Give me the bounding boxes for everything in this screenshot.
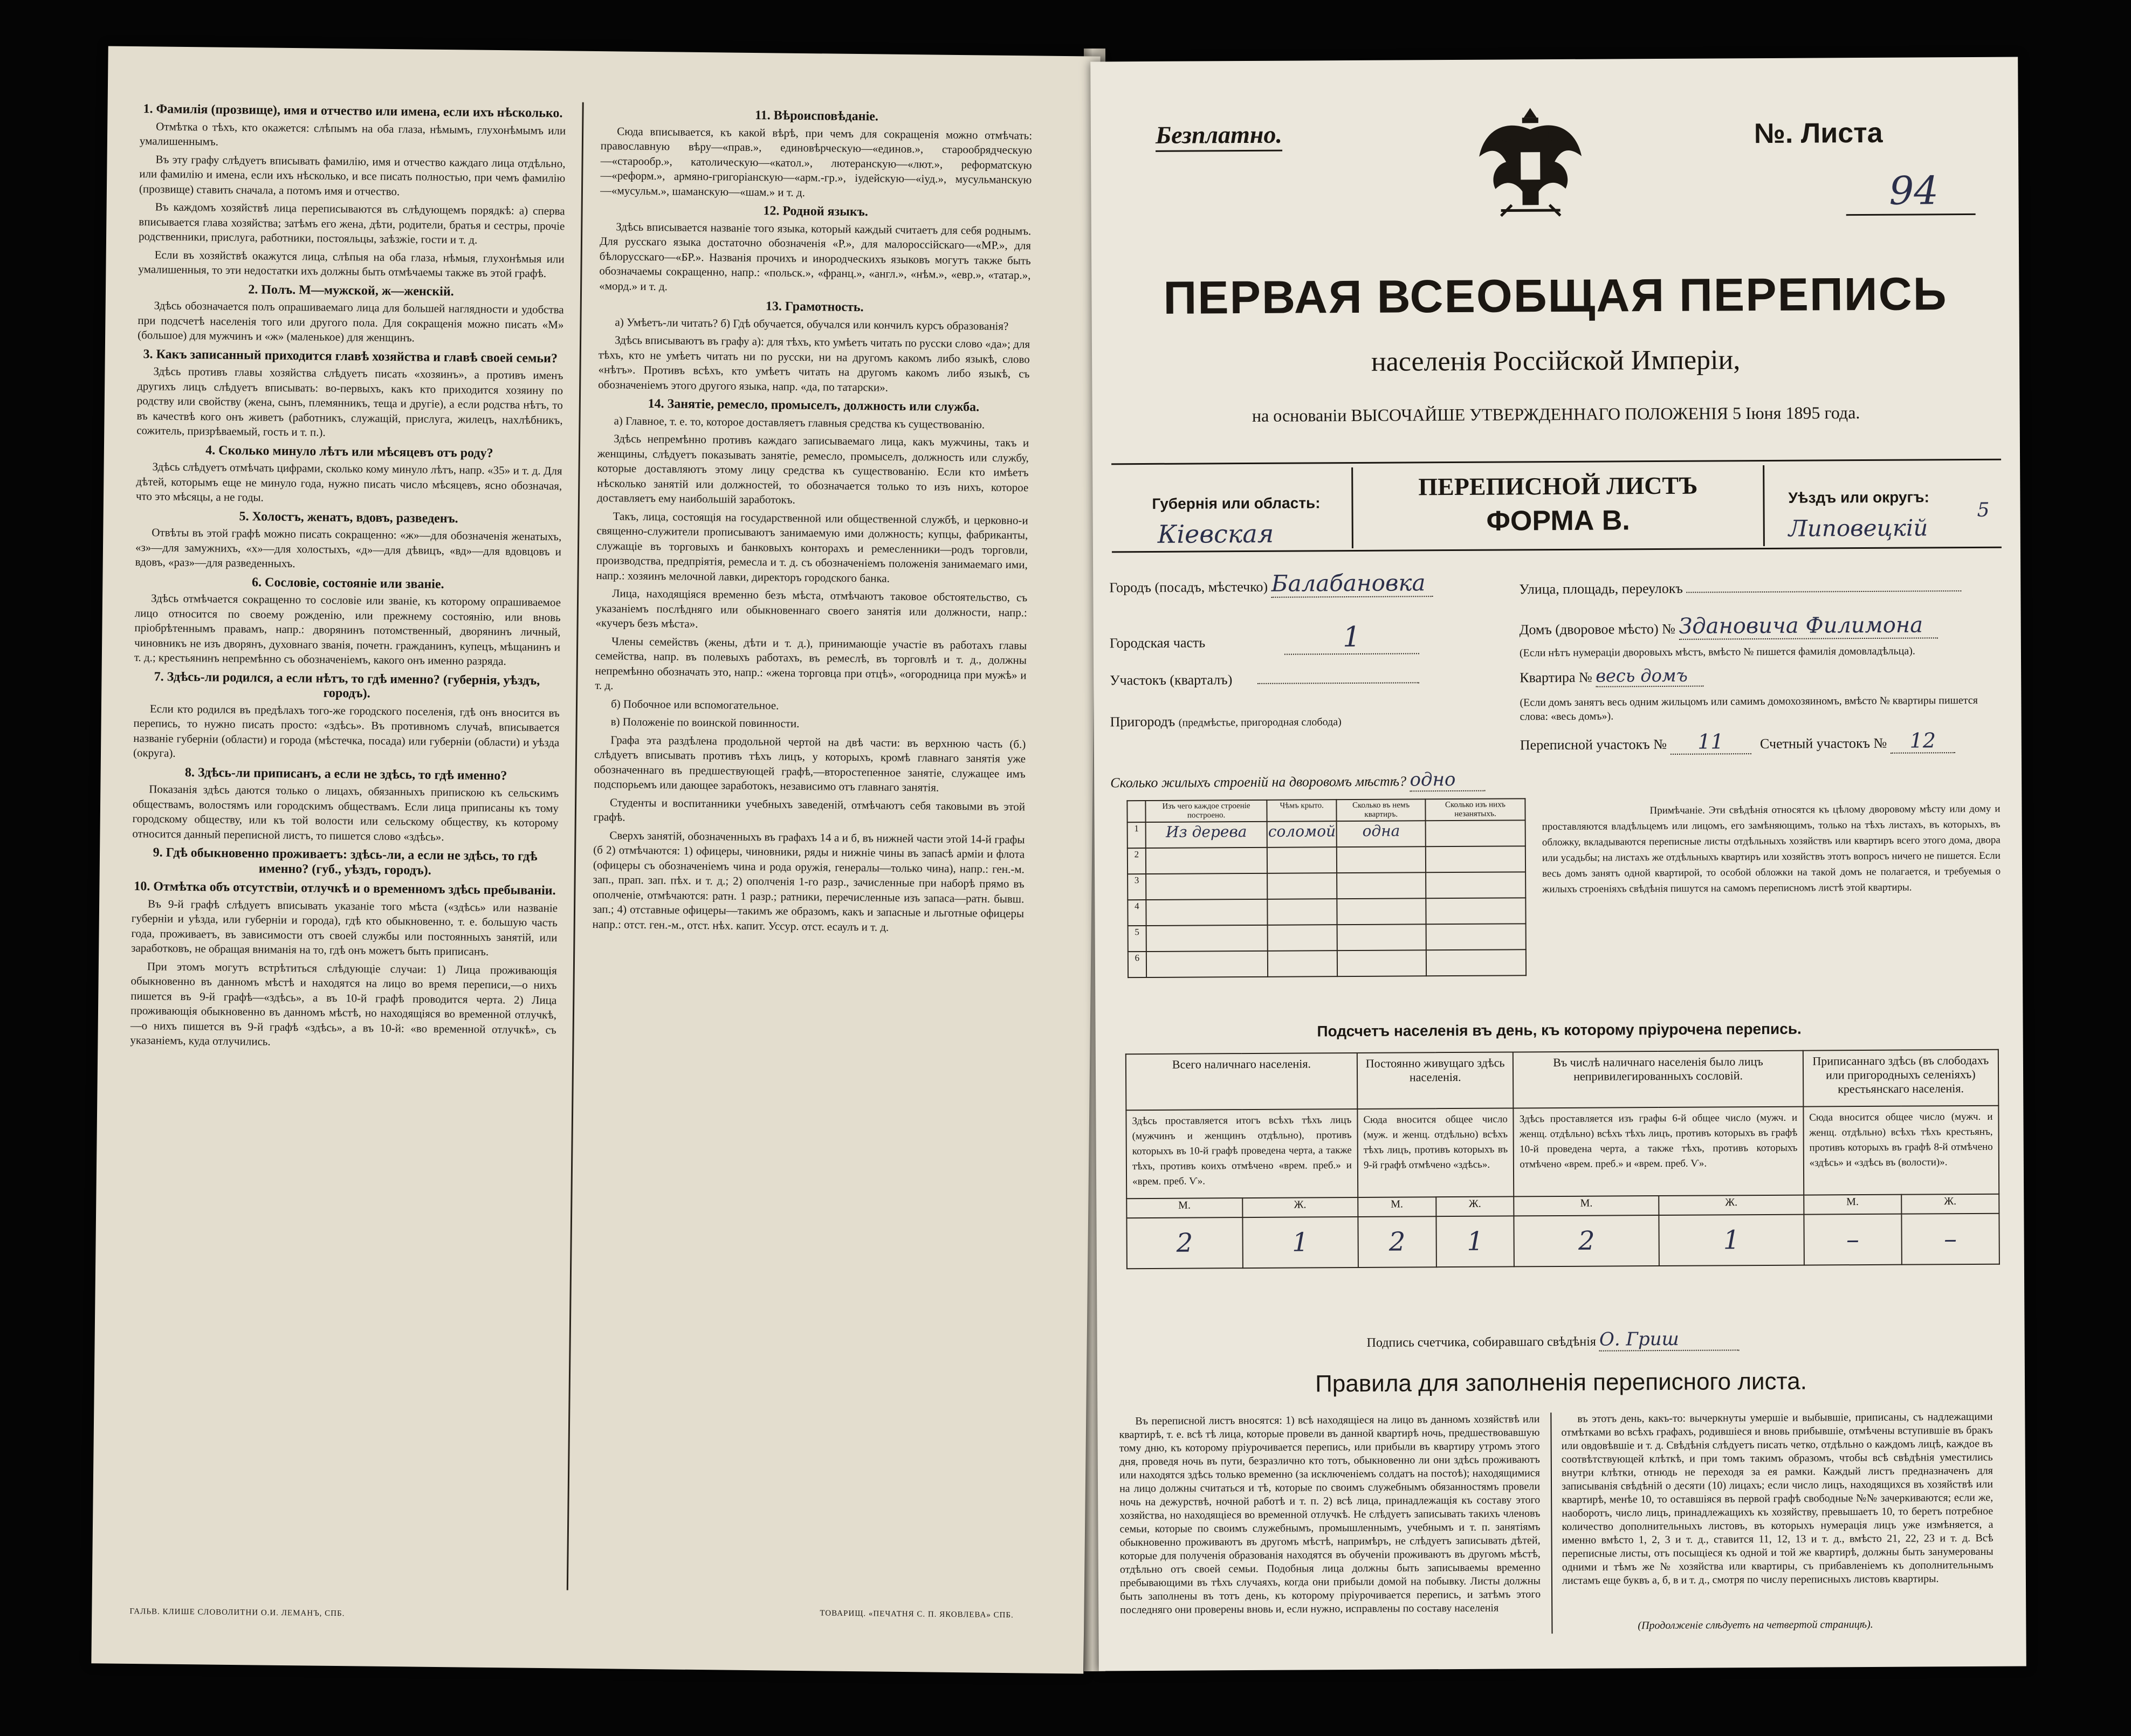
buildings-question xyxy=(1110,769,1486,794)
buildings-cell[interactable] xyxy=(1268,950,1338,977)
buildings-column-header: Изъ чего каждое строеніе построено. xyxy=(1145,800,1267,822)
female-count[interactable]: – xyxy=(1901,1214,1999,1265)
female-count[interactable]: 1 xyxy=(1659,1215,1804,1266)
buildings-table-header xyxy=(1127,798,1525,822)
count-column-header: Въ числѣ наличнаго населенія было лицъ непривилегированныхъ сословій. xyxy=(1513,1051,1803,1108)
paragraph: а) Умѣетъ-ли читать? б) Гдѣ обучается, обучался или кончилъ курсъ образованія? xyxy=(615,315,1009,333)
street-label: Улица, площадь, переулокъ xyxy=(1519,580,1683,597)
population-count-title: Подсчетъ населенія въ день, къ которому пріурочена перепись. xyxy=(1317,1020,1802,1040)
section-heading: 4. Сколько минуло лѣтъ или мѣсяцевъ отъ роду? xyxy=(205,443,493,460)
paragraph: При этомъ могутъ встрѣтиться слѣдующіе случаи: 1) Лица проживающія обыкновенно въ данномъ мѣстѣ и находятся на лицо во время переписи,—о нихъ пишется въ 9-й графѣ—«здѣсь», а въ 10-й графѣ проводится черта. 2) Лица проживающія обыкновенно въ данномъ мѣстѣ, но находящіяся во временной отлучкѣ,—о нихъ пишется въ 9-й графѣ «здѣсь», а въ 10-й: «во временной отлучкѣ», съ указаніемъ, куда отлучились. xyxy=(130,959,557,1048)
left-page xyxy=(91,46,1100,1673)
buildings-cell[interactable] xyxy=(1337,924,1426,950)
apartment-label: Квартира № xyxy=(1520,669,1592,686)
paragraph: Такъ, лица, состоящія на государственной или общественной службѣ, и церковно-и священно-служители прописываютъ занимаемую ими должность; купцы, фабриканты, служащіе въ торговыхъ и банковыхъ конторахъ и ремесленники—родъ торговли, производства, предпріятія, ремесла и т. д. съ обозначеніемъ положенія занимаемаго ими, напр.: хозяинъ мелочной лавки, директоръ городского банка. xyxy=(596,509,1028,585)
city-value[interactable]: Балабановка xyxy=(1271,569,1433,598)
buildings-cell[interactable] xyxy=(1426,872,1525,898)
buildings-cell[interactable]: одна xyxy=(1337,821,1426,847)
female-count[interactable]: 1 xyxy=(1436,1216,1514,1267)
paragraph: Если кто родился въ предѣлахъ того-же городского поселенія, гдѣ онъ вносится въ перепись, то нужно писать просто: «здѣсь». Въ противномъ случаѣ, вписывается названіе губерніи (области) и города (мѣстечка, посада) или губерніи (области) и уѣзда (округа). xyxy=(133,701,560,760)
rules-column-divider xyxy=(1550,1413,1552,1634)
quarter-label: Участокъ (кварталъ) xyxy=(1110,672,1233,688)
buildings-cell[interactable] xyxy=(1146,848,1267,874)
buildings-cell[interactable] xyxy=(1426,949,1526,976)
paragraph: Здѣсь обозначается полъ опрашиваемаго лица для большей наглядности и удобства при подсчетѣ населенія того или другого пола. Для сокращенія можно писать «М» (большое) для мужчинъ и «ж» (маленькое) для женщинъ. xyxy=(138,299,564,345)
count-column-description: Сюда вносится общее число (муж. и женщ. отдѣльно) всѣхъ тѣхъ лицъ, противъ которыхъ въ 9-й графѣ отмѣчено «здѣсь». xyxy=(1357,1108,1514,1197)
male-label: М. xyxy=(1514,1196,1659,1216)
population-count-table xyxy=(1125,1049,2000,1269)
buildings-note: Примѣчаніе. Эти свѣдѣнія относятся къ цѣлому дворовому мѣсту или дому и проставляются владѣльцемъ или лицомъ, его замѣняющимъ, только на тѣхъ листахъ, въ которыхъ, въ обложку, вкладываются переписные листы отдѣльныхъ хозяйствъ или квартиръ всего этого дома, двора или усадьбы; на листахъ же отдѣльныхъ квартиръ или хозяйствъ этотъ вопросъ ничего не пишется. Если весь домъ занятъ одной квартирой, то особой обложки на такой домъ не полагается, и требуемыя о жилыхъ строеніяхъ свѣдѣнія пишутся на самомъ переписномъ листѣ этой квартиры. xyxy=(1542,803,2001,895)
buildings-table xyxy=(1126,798,1527,978)
form-title-line-1: ПЕРЕПИСНОЙ ЛИСТЪ xyxy=(1418,471,1698,501)
male-count[interactable]: – xyxy=(1804,1214,1902,1265)
province-value: Кіевская xyxy=(1157,519,1274,549)
paragraph: Въ 9-й графѣ слѣдуетъ вписывать указаніе того мѣста («здѣсь» или названіе губерніи и уѣзда, или губерніи и города), гдѣ кто обыкновенно, т. е. большую часть года, проживаетъ, въ зависимости отъ своей службы или постоянныхъ занятій, или заработковъ, не обращая вниманія на то, гдѣ онъ можетъ быть приписанъ. xyxy=(131,897,558,958)
house-note: (Если нѣтъ нумераціи дворовыхъ мѣстъ, вмѣсто № пишется фамилія домовладѣльца). xyxy=(1519,645,1915,659)
quarter-field xyxy=(1110,669,1419,688)
count-table-descriptions xyxy=(1126,1106,1999,1198)
sheet-number-value: 94 xyxy=(1889,168,1939,213)
buildings-value[interactable]: одно xyxy=(1410,769,1485,792)
female-label: Ж. xyxy=(1242,1197,1358,1217)
rules-column-1: Въ переписной листъ вносятся: 1) всѣ находящіеся на лицо въ данномъ хозяйствѣ или квартирѣ, т. е. всѣ тѣ лица, которые провели въ данной квартирѣ ночь, предшествовавшую тому дню, къ которому пріурочивается перепись, или прибыли въ квартиру утромъ этого дня, проведя ночь въ пути, безразлично кто тотъ, обыкновенно ли они здѣсь проживаютъ или находятся здѣсь только временно (за исключеніемъ солдатъ на постоѣ); находящимися на лицо должны считаться и тѣ, которые по своимъ служебнымъ обязанностямъ провели ночь на дежурствѣ, ночной работѣ и т. п. 2) всѣ лица, принадлежащія къ составу этого хозяйства, но находящіеся во временной отлучкѣ. Не слѣдуетъ записывать такихъ членовъ семьи, которые по своимъ служебнымъ, промышленнымъ, учебнымъ и т. п. занятіямъ обыкновенно проживаютъ въ другомъ мѣстѣ, напримѣръ, не слѣдуетъ записывать дѣтей, которые для полученія образованія находятся въ обученіи проживаютъ въ другомъ мѣстѣ, отдѣльно отъ своей семьи. Подобныя лица должны быть записываемы временно пребывающими въ тѣхъ случаяхъ, когда они прибыли домой на побывку. Листы должны быть заполнены въ тотъ день, къ которому пріурочивается перепись, и затѣмъ этого последняго они проверены вновь и, если нужно, исправлены по составу населенія xyxy=(1119,1413,1541,1616)
row-number: 1 xyxy=(1128,822,1146,848)
section-heading: 14. Занятіе, ремесло, промыселъ, должность или служба. xyxy=(648,396,980,415)
section-heading: 8. Здѣсь-ли приписанъ, а если не здѣсь, то гдѣ именно? xyxy=(184,765,507,783)
signature-value[interactable]: О. Гриш xyxy=(1599,1328,1740,1351)
section-heading: 6. Сословіе, состояніе или званіе. xyxy=(251,575,444,591)
suburb-note: (предмѣстье, пригородная слобода) xyxy=(1178,716,1342,729)
row-number-header xyxy=(1127,801,1145,822)
female-label: Ж. xyxy=(1659,1195,1804,1215)
buildings-table-row xyxy=(1128,846,1525,874)
apartment-value[interactable]: весь домъ xyxy=(1596,665,1703,687)
count-column-header: Постоянно живущаго здѣсь населенія. xyxy=(1357,1052,1514,1109)
paragraph: Члены семействъ (жены, дѣти и т. д.), принимающіе участіе въ работахъ главы семейства, напр. въ полевыхъ работахъ, въ ремеслѣ, въ торговлѣ и т. д., должны непремѣнно обозначать это, напр.: «жена торговца при отцѣ», «огородница при мужѣ» и т. д. xyxy=(595,634,1027,692)
buildings-cell[interactable] xyxy=(1426,820,1525,846)
male-count[interactable]: 2 xyxy=(1126,1217,1242,1269)
city-field xyxy=(1109,569,1433,598)
buildings-cell[interactable] xyxy=(1337,846,1426,873)
count-column-header: Приписаннаго здѣсь (въ слободахъ или пригородныхъ селеніяхъ) крестьянскаго населенія. xyxy=(1803,1050,1999,1107)
buildings-cell[interactable] xyxy=(1268,925,1338,951)
count-column-description: Здѣсь проставляется изъ графы 6-й общее число (мужч. и женщ. отдѣльно) всѣхъ тѣхъ лицъ, противъ которыхъ въ графѣ 10-й проведена черта, а также тѣхъ, противъ которыхъ отмѣчено «врем. преб.» и «врем. преб. Ѵ». xyxy=(1514,1107,1804,1197)
row-number: 6 xyxy=(1128,952,1146,977)
city-part-value[interactable]: 1 xyxy=(1284,621,1419,655)
census-district-label: Переписной участокъ № xyxy=(1520,736,1667,753)
district-label: Уѣздъ или округъ: xyxy=(1788,488,1929,506)
sheet-number-line xyxy=(1846,213,1976,216)
district-extra: 5 xyxy=(1977,499,1990,521)
buildings-table-row xyxy=(1128,872,1525,900)
buildings-table-row xyxy=(1128,820,1525,848)
male-count[interactable]: 2 xyxy=(1358,1216,1436,1267)
buildings-cell[interactable] xyxy=(1267,873,1337,899)
paragraph: Здѣсь вписываютъ въ графу а): для тѣхъ, кто умѣетъ читать по русски слово «да»; для тѣхъ, кто не умѣетъ читать ни по русски, ни на другомъ какомъ либо языкѣ, слово «нѣтъ». Противъ всѣхъ, кто умѣетъ читать на другомъ какомъ либо языкѣ, съ обозначеніемъ этого другого языка, напр. «да, по татарски». xyxy=(598,333,1030,394)
buildings-column-header: Чѣмъ крыто. xyxy=(1267,800,1337,822)
female-label: Ж. xyxy=(1436,1196,1514,1216)
paragraph: Здѣсь вписывается названіе того языка, который каждый считаетъ для себя роднымъ. Для русскаго языка достаточно обозначенія «Р.», для малороссійскаго—«МР.», для бѣлорусскаго—«БР.». Названія прочихъ и инородческихъ языковъ могутъ также быть обозначаемы сокращенно, напр.: «польск.», «франц.», «англ.», «нѣм.», «евр.», «татар.», «морд.» и т. д. xyxy=(599,219,1032,293)
count-table-values xyxy=(1126,1214,1999,1269)
counting-district-value[interactable]: 12 xyxy=(1891,728,1955,754)
male-count[interactable]: 2 xyxy=(1514,1215,1659,1266)
printer-credit-right: ТОВАРИЩ. «ПЕЧАТНЯ С. П. ЯКОВЛЕВА» СПБ. xyxy=(820,1609,1014,1620)
census-district-field xyxy=(1520,728,1955,755)
buildings-cell[interactable]: соломой xyxy=(1267,821,1337,848)
buildings-column-header: Сколько въ немъ квартиръ. xyxy=(1337,799,1426,821)
buildings-cell[interactable] xyxy=(1426,846,1525,872)
buildings-cell[interactable] xyxy=(1146,873,1267,900)
double-headed-eagle-emblem-icon xyxy=(1468,97,1593,222)
row-number: 4 xyxy=(1128,900,1146,926)
quarter-input[interactable] xyxy=(1257,669,1419,684)
buildings-cell[interactable]: Из дерева xyxy=(1146,822,1267,848)
paragraph: Здѣсь непремѣнно противъ каждаго записываемаго лица, какъ мужчины, такъ и женщины, слѣдуетъ показывать занятіе, ремесло, промыселъ, должность или службу, которые доставляютъ этому лицу средства къ существованію. Если кто имѣетъ нѣсколько занятій или должностей, то обозначается только то изъ нихъ, которое доставляетъ ему наибольшій заработокъ. xyxy=(596,432,1029,506)
buildings-cell[interactable] xyxy=(1267,847,1337,873)
form-title-line-2: ФОРМА В. xyxy=(1486,505,1630,537)
paragraph: Показанія здѣсь даются только о лицахъ, обязанныхъ припискою къ сельскимъ обществамъ, волостямъ или городскимъ обществамъ. Если лица приписаны къ тому городскому обществу, или къ той волости или сельскому обществу, къ которому относится данный переписной листъ, то пишется слово «здѣсь». xyxy=(132,782,559,843)
buildings-label: Сколько жилыхъ строеній на дворовомъ мѣстѣ? xyxy=(1110,773,1407,791)
section-heading: 3. Какъ записанный приходится главѣ хозяйства и главѣ своей семьи? xyxy=(143,347,558,366)
paragraph: Здѣсь отмѣчается сокращенно то сословіе или званіе, къ которому опрашиваемое лицо относится по своему рожденію, или прежнему состоянію, или вновь пріобрѣтеннымъ правамъ, напр.: дворянинъ потомственный, дворянинъ личный, чиновникъ не изъ дворянъ, духовнаго званія, почетн. гражданинъ, купецъ, мѣщанинъ и т. д.; крестьянинъ непремѣнно съ обозначеніемъ, какого онъ именно разряда. xyxy=(134,591,561,668)
paragraph: Графа эта раздѣлена продольной чертой на двѣ части: въ верхнюю часть (б.) слѣдуетъ вписывать противъ тѣхъ лицъ, у которыхъ, кромѣ главнаго занятія уже обозначеннаго въ предшествующей графѣ,—второстепенное занятіе, служащее имъ подспорьемъ или дающее заработокъ, независимо отъ главнаго занятія. xyxy=(594,733,1026,794)
section-heading: 11. Вѣроисповѣданіе. xyxy=(754,108,878,124)
buildings-cell[interactable] xyxy=(1426,924,1526,950)
city-part-label: Городская часть xyxy=(1109,635,1206,651)
apartment-note: (Если домъ занятъ весь одним жильцомъ или самимъ домохозяиномъ, вмѣсто № квартиры пишется слова: «весь домъ»). xyxy=(1520,694,1978,723)
buildings-cell[interactable] xyxy=(1337,872,1426,899)
count-column-description: Сюда вносится общее число (мужч. и женщ. отдѣльно) всѣхъ тѣхъ крестьянъ, противъ которыхъ въ графѣ 8-й отмѣчено «здѣсь» и «здѣсь въ (волости)». xyxy=(1803,1106,1999,1195)
section-heading: 12. Родной языкъ. xyxy=(763,204,868,219)
column-divider xyxy=(567,102,584,1590)
paragraph: Здѣсь противъ главы хозяйства слѣдуетъ писать «хозяинъ», а противъ именъ другихъ лицъ слѣдуетъ вписывать: во-первыхъ, какъ кто приходится хозяину по родству или свойству (жена, сынъ, племянникъ, теща и другіе), а если родства нѣтъ, то въ качествѣ кого онъ живетъ (работникъ, служащій, прислуга, жилецъ, нахлѣбникъ, сожитель, призрѣваемый, гость и т. п.). xyxy=(136,364,563,439)
female-label: Ж. xyxy=(1901,1194,1999,1214)
row-number: 3 xyxy=(1128,874,1146,900)
buildings-cell[interactable] xyxy=(1146,899,1267,926)
census-district-value[interactable]: 11 xyxy=(1670,729,1751,755)
census-basis: на основаніи ВЫСОЧАЙШЕ УТВЕРЖДЕННАГО ПОЛОЖЕНІЯ 5 Іюня 1895 года. xyxy=(1252,403,1860,425)
paragraph: б) Побочное или вспомогательное. xyxy=(610,697,779,712)
district-value: Липовецкій xyxy=(1788,514,1928,542)
male-label: М. xyxy=(1126,1198,1242,1218)
form-title xyxy=(1351,465,1765,548)
section-heading: 2. Полъ. М—мужской, ж—женскій. xyxy=(248,282,454,299)
paragraph: Здѣсь слѣдуетъ отмѣчать цифрами, сколько кому минуло лѣтъ, напр. «35» и т. д. Для дѣтей, которымъ еще не минуло года, нужно писать число мѣсяцевъ, ясно обозначая, что это мѣсяцы, а не годы. xyxy=(135,460,562,504)
paragraph: Въ каждомъ хозяйствѣ лица переписываются въ слѣдующемъ порядкѣ: а) сперва вписывается глава хозяйства; затѣмъ его жена, дѣти, родители, братья и сестры, прочіе родственники, прислуга, работники, постояльцы, заѣзжіе, гости и т. д. xyxy=(138,200,565,246)
street-field xyxy=(1519,577,1961,597)
rules-column-2: въ этотъ день, какъ-то: вычеркнуты умершіе и выбывшіе, приписаны, съ надлежащими отмѣтками во всѣхъ графахъ, родившіеся и вновь прибывшіе, отмѣчены вступившіе въ бракъ или овдовѣвшіе и т. д. Свѣдѣнія слѣдуетъ писать четко, отдѣльно о каждомъ лицѣ, каждое въ соотвѣтствующей клѣткѣ, и при томъ такимъ образомъ, чтобы всѣ свѣдѣнія уместились внутри клѣтки, отнюдь не переходя за ея рамки. Каждый листъ предназначенъ для записыванія свѣдѣній о десяти (10) лицахъ; если число лицъ, находящихся въ хозяйствѣ или квартирѣ, менѣе 10, то оставшіяся въ первой графѣ свободные №№ зачеркиваются; если же, наоборотъ, число лицъ, принадлежащихъ къ хозяйству, превышаетъ 10, то беретъ потребное количество дополнительныхъ листовъ, въ которыхъ нумерація лицъ уже измѣняется, а именно вмѣсто 1, 2, 3 и т. д., ставится 11, 12, 13 и т. д., вмѣсто 21, 22, 23 и т. д. Всѣ переписные листы, отъ посыщіеся къ одной и той же квартирѣ, должны быть занумерованы одними и тѣмъ же № хозяйства или квартиры, съ прибавленіемъ къ дополнительнымъ листамъ еще буквъ а, б, в и т. д., смотря по числу переписныхъ листовъ квартиры. xyxy=(1561,1410,1993,1587)
census-subtitle: населенія Россійской Имперіи, xyxy=(1371,345,1741,377)
buildings-table-row xyxy=(1128,949,1526,977)
section-heading: 5. Холостъ, женатъ, вдовъ, разведенъ. xyxy=(239,509,458,526)
paragraph: Въ эту графу слѣдуетъ вписывать фамилію, имя и отчество каждаго лица отдѣльно, или фамилію и имена, если ихъ нѣсколько, и все писать полностью, при чемъ фамилію (прозвище) ставить сначала, а потомъ имя и отчество. xyxy=(139,152,566,198)
paragraph: Если въ хозяйствѣ окажутся лица, слѣпыя на оба глаза, нѣмыя, глухонѣмыя или умалишенныя, то эти недостатки ихъ должны быть отмѣчаемы также въ этой графѣ. xyxy=(138,247,565,280)
section-heading: 7. Здѣсь-ли родился, а если нѣтъ, то гдѣ именно? (губернія, уѣздъ, городъ). xyxy=(154,669,540,701)
house-label: Домъ (дворовое мѣсто) № xyxy=(1519,621,1675,638)
free-label: Безплатно. xyxy=(1156,120,1282,152)
male-label: М. xyxy=(1358,1197,1436,1217)
house-value[interactable]: Здановича Филимона xyxy=(1679,612,1937,640)
printer-credit-left: ГАЛЬВ. КЛИШЕ СЛОВОЛИТНИ О.И. ЛЕМАНЪ, СПБ. xyxy=(129,1607,345,1618)
suburb-label: Пригородъ xyxy=(1110,713,1176,730)
count-table-header xyxy=(1126,1050,1999,1110)
buildings-cell[interactable] xyxy=(1146,951,1268,977)
paragraph: Сюда вписывается, къ какой вѣрѣ, при чемъ для сокращенія можно отмѣчать: православную вѣру—«прав.», единовѣрческую—«единов.», старообрядческую—«старообр.», католическую—«катол.», лютеранскую—«лют.», реформатскую—«реформ.», армяно-григоріанскую—«арм.-гр.», іудейскую—«іуд.», мусульманскую—«мусульм.», шаманскую—«шам.» и т. д. xyxy=(600,124,1033,199)
rules-continued: (Продолженіе слѣдуетъ на четвертой страницѣ). xyxy=(1638,1618,1873,1632)
sheet-number-label: №. Листа xyxy=(1754,117,1883,150)
paragraph: Сверхъ занятій, обозначенныхъ въ графахъ 14 а и б, въ нижней части этой 14-й графы (б 2) отмѣчаются: 1) офицеры, чиновники, ряды и нижніе чины въ запасѣ арміи и флота (офицеры съ обозначеніемъ чина и рода оружія, генералы—только чина), напр.: ген.-м. зап., прап. зап. пѣх. и т. д.; 2) ополченія 1-го разр., зачисленные при наборѣ прямо въ ополченіе, отмѣчаются: ратн. 1 разр.; ратники, перечисленные изъ запаса—ратн. бывш. зап.; 4) отставные офицеры—такимъ же образомъ, какъ и запасные и льготные офицеры напр.: отст. ген.-м., отст. нѣх. капит. Уссур. отст. есаулъ и т. д. xyxy=(592,828,1025,934)
street-input[interactable] xyxy=(1686,577,1961,593)
instructions-column-2 xyxy=(586,102,1033,1606)
buildings-table-row xyxy=(1128,898,1525,926)
paragraph: Отвѣты въ этой графѣ можно писать сокращенно: «ж»—для обозначенія женатыхъ, «з»—для замужнихъ, «х»—для холостыхъ, «д»—для дѣвицъ, «вд»—для вдовцовъ и вдовъ, «раз»—для разведенныхъ. xyxy=(135,526,562,570)
paragraph: Отмѣтка о тѣхъ, кто окажется: слѣпымъ на оба глаза, нѣмымъ, глухонѣмымъ или умалишеннымъ. xyxy=(139,119,566,148)
buildings-table-row xyxy=(1128,924,1526,952)
section-heading: 13. Грамотность. xyxy=(765,299,864,315)
buildings-cell[interactable] xyxy=(1146,925,1268,952)
row-number: 2 xyxy=(1128,848,1146,874)
section-heading: 9. Гдѣ обыкновенно проживаетъ: здѣсь-ли, а если не здѣсь, то гдѣ именно? (губ., уѣздъ, городъ). xyxy=(153,845,538,878)
paragraph: в) Положеніе по воинской повинности. xyxy=(610,715,800,730)
city-part-field xyxy=(1110,621,1419,656)
signature-label: Подпись счетчика, собиравшаго свѣдѣнія xyxy=(1366,1334,1596,1350)
section-heading: 10. Отмѣтка объ отсутствіи, отлучкѣ и о временномъ здѣсь пребываніи. xyxy=(134,879,556,898)
male-label: М. xyxy=(1804,1195,1901,1215)
suburb-field xyxy=(1110,713,1342,730)
census-form-page xyxy=(1090,57,2026,1671)
row-number: 5 xyxy=(1128,926,1146,952)
paragraph: а) Главное, т. е. то, которое доставляетъ главныя средства къ существованію. xyxy=(614,414,985,431)
house-field xyxy=(1520,612,1938,640)
female-count[interactable]: 1 xyxy=(1242,1217,1358,1268)
paragraph: Студенты и воспитанники учебныхъ заведеній, отмѣчаютъ себя таковыми въ этой графѣ. xyxy=(593,795,1026,824)
province-label: Губернія или область: xyxy=(1152,494,1321,512)
count-column-header: Всего наличнаго населенія. xyxy=(1126,1053,1358,1110)
count-column-description: Здѣсь проставляется итогъ всѣхъ тѣхъ лицъ (мужчинъ и женщинъ отдѣльно), противъ которыхъ въ 10-й графѣ проведена черта, а также тѣхъ, противъ коихъ отмѣчено «врем. преб.» и «врем. преб. Ѵ». xyxy=(1126,1109,1358,1198)
apartment-field xyxy=(1520,665,1703,688)
paragraph: Лица, находящіяся временно безъ мѣста, отмѣчаютъ таковое обстоятельство, съ указаніемъ послѣдняго или обыкновеннаго своего занятія или должности, напр.: «кучеръ безъ мѣста». xyxy=(595,587,1028,630)
city-label: Городъ (посадъ, мѣстечко) xyxy=(1109,578,1268,596)
buildings-cell[interactable] xyxy=(1337,898,1426,925)
buildings-cell[interactable] xyxy=(1426,898,1525,924)
instructions-column-1 xyxy=(125,98,566,1601)
census-title: ПЕРВАЯ ВСЕОБЩАЯ ПЕРЕПИСЬ xyxy=(1163,268,1948,324)
buildings-cell[interactable] xyxy=(1267,899,1337,925)
buildings-cell[interactable] xyxy=(1337,950,1426,976)
rules-title: Правила для заполненія переписного листа. xyxy=(1315,1368,1807,1397)
counting-district-label: Счетный участокъ № xyxy=(1759,735,1887,752)
signature-field xyxy=(1367,1328,1740,1353)
section-heading: 1. Фамилія (прозвище), имя и отчество или имена, если ихъ нѣсколько. xyxy=(143,102,563,121)
buildings-column-header: Сколько изъ нихъ незанятыхъ. xyxy=(1425,798,1525,821)
